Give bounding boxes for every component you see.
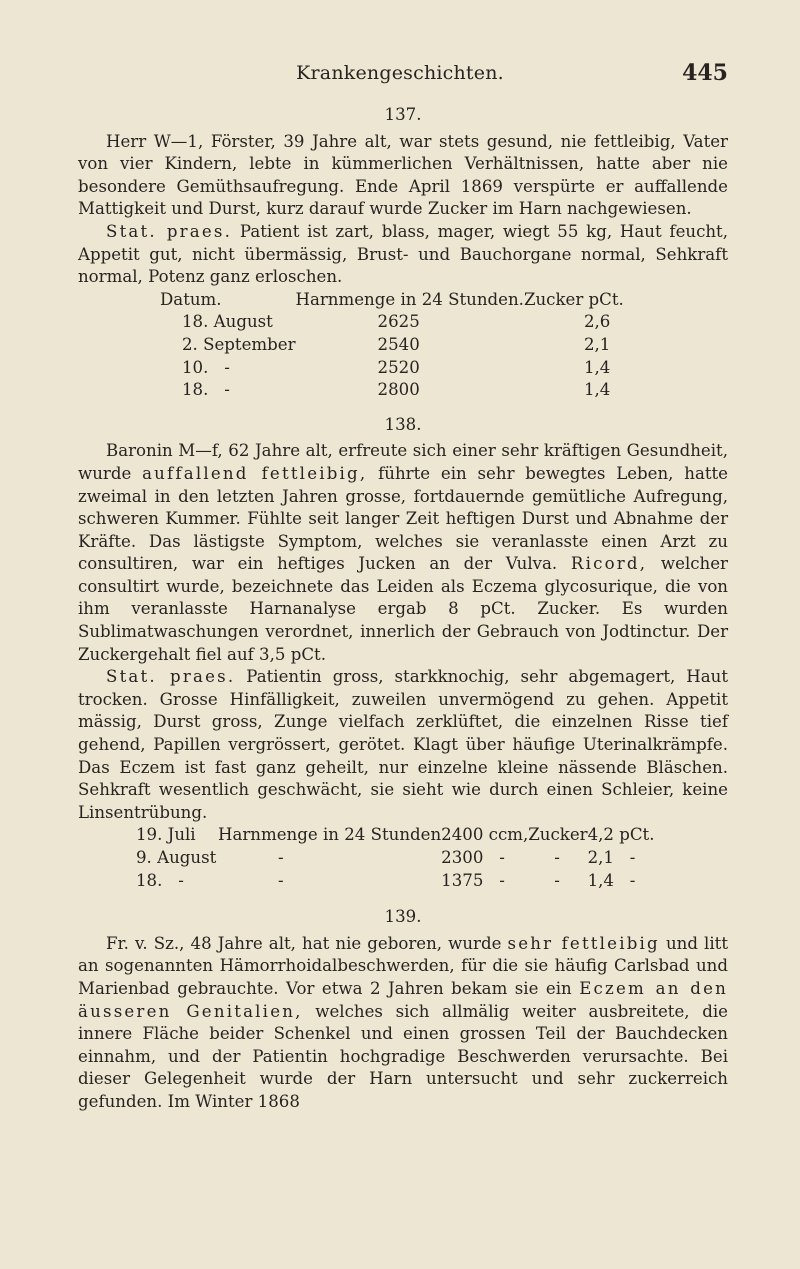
emphasis-run: sehr fettleibig bbox=[507, 933, 660, 953]
col-volume-header: Harnmenge in 24 Stunden. bbox=[295, 289, 524, 309]
text-run: welcher consultirt wurde, bezeichnete das Leiden als Eczema glycosurique, die von ihm veranlasste Harnanalyse ergab 8 pCt. Zucker. Es wurden Sublimatwaschungen verordnet, innerlich der Gebrauch von Jodtinctur. Der Zuckergehalt fiel auf 3,5 pCt. bbox=[78, 554, 728, 664]
row-volume: 2520 bbox=[377, 357, 420, 377]
row-sugar-label: - bbox=[554, 848, 560, 867]
row-volume: 2540 bbox=[377, 334, 420, 354]
row-sugar: 1,4 - bbox=[587, 870, 636, 890]
col-sugar-header: Zucker pCt. bbox=[523, 289, 624, 309]
row-sugar: 2,1 - bbox=[587, 848, 636, 867]
row-sugar: 2,6 bbox=[583, 312, 611, 332]
case-138-history bbox=[78, 440, 728, 666]
text-run: Fr. v. Sz., 48 Jahre alt, hat nie geboren, wurde bbox=[106, 933, 508, 953]
row-label: - bbox=[278, 848, 284, 867]
row-date: 9. August bbox=[136, 848, 217, 867]
row-sugar: 1,4 bbox=[583, 357, 611, 377]
page-content bbox=[78, 104, 728, 1114]
row-volume: 2625 bbox=[377, 312, 420, 332]
case-number-138: 138. bbox=[384, 414, 422, 434]
row-sugar-label: - bbox=[554, 870, 560, 890]
table-row bbox=[160, 311, 624, 334]
row-volume: 2800 bbox=[377, 380, 420, 400]
table-row bbox=[160, 357, 624, 380]
status-label: Stat. praes. bbox=[106, 221, 233, 241]
row-date: 10. - bbox=[182, 357, 230, 377]
row-date: 19. Juli bbox=[136, 825, 196, 845]
case-number-139: 139. bbox=[384, 907, 422, 927]
row-volume: 1375 - bbox=[441, 870, 505, 890]
page-header bbox=[0, 58, 800, 88]
case-137-history: Herr W—1, Förster, 39 Jahre alt, war stets gesund, nie fettleibig, Vater von vier Kindern, lebte in kümmerlichen Verhältnissen, hatte aber nie besondere Gemüthsaufregung. Ende April 1869 verspürte er auffallende Mattigkeit und Durst, kurz darauf wurde Zucker im Harn nachgewiesen. bbox=[78, 131, 728, 219]
running-title: Krankengeschichten. bbox=[296, 62, 504, 84]
status-label: Stat. praes. bbox=[106, 667, 236, 687]
table-header-row bbox=[160, 289, 624, 312]
spacer bbox=[78, 892, 728, 906]
emphasis-run: auffallend fettleibig, bbox=[142, 463, 368, 483]
text-run: welches sich allmälig weiter ausbreitete, die innere Fläche beider Schenkel und einen grossen Teil der Bauchdecken einnahm, und der Patientin hochgradige Beschwerden verursachte. Bei dieser Gelegenheit wurde der Harn untersucht und sehr zuckerreich gefunden. Im Winter 1868 bbox=[78, 1001, 728, 1111]
status-text: Patient ist zart, blass, mager, wiegt 55 kg, Haut feucht, Appetit gut, nicht übermässig, Brust- und Bauchorgane normal, Sehkraft normal, Potenz ganz erloschen. bbox=[78, 221, 728, 287]
status-text: Patientin gross, starkknochig, sehr abgemagert, Haut trocken. Grosse Hinfälligkeit, zuweilen unvermögend zu gehen. Appetit mässig, Durst gross, Zunge vielfach zerklüftet, die einzelnen Risse tief gehend, Papillen vergrössert, gerötet. Klagt über häufige Uterinalkrämpfe. Das Eczem ist fast ganz geheilt, nur einzelne kleine nässende Bläschen. Sehkraft wesentlich geschwächt, sie sieht wie durch einen Schleier, keine Linsentrübung. bbox=[78, 667, 729, 822]
case-138-status bbox=[78, 666, 728, 824]
text-run: und litt an sogenannten Hämorrhoidalbeschwerden, für die sie häufig Carlsbad und Marienbad gebrauchte. Vor etwa 2 Jahren bekam sie ein bbox=[78, 933, 729, 998]
page-number: 445 bbox=[682, 60, 728, 86]
row-date: 18. - bbox=[136, 870, 184, 890]
case-138-table bbox=[136, 824, 655, 892]
text-run: führte ein sehr bewegtes Leben, hatte zweimal in den letzten Jahren grosse, fortdauernde gemütliche Aufregung, schweren Kummer. Fühlte seit langer Zeit heftigen Durst und Abnahme der Kräfte. Das lästigste Symptom, welches sie veranlasste einen Arzt zu consultiren, war ein heftiges Jucken an der Vulva. bbox=[78, 463, 728, 574]
text-run: Baronin M—f, 62 Jahre alt, erfreute sich einer sehr kräftigen Gesundheit, wurde bbox=[78, 441, 728, 483]
case-137-table bbox=[160, 289, 624, 402]
row-volume: 2400 ccm, bbox=[441, 825, 529, 845]
table-row bbox=[160, 379, 624, 402]
row-sugar-label: Zucker bbox=[528, 825, 588, 845]
row-label: Harnmenge in 24 Stunden bbox=[218, 825, 442, 845]
row-date: 18. - bbox=[182, 380, 230, 400]
emphasis-run: Eczem an den äusseren Genitalien, bbox=[78, 978, 728, 1021]
row-label: - bbox=[278, 870, 284, 890]
row-date: 2. September bbox=[182, 334, 296, 354]
row-date: 18. August bbox=[182, 312, 273, 332]
person-name: Ricord, bbox=[570, 554, 648, 574]
table-row bbox=[136, 824, 655, 847]
table-row bbox=[160, 334, 624, 357]
row-sugar: 4,2 pCt. bbox=[587, 825, 655, 845]
row-sugar: 1,4 bbox=[583, 380, 611, 400]
case-139-history bbox=[78, 933, 728, 1114]
col-date-header: Datum. bbox=[160, 289, 222, 309]
row-volume: 2300 - bbox=[441, 848, 505, 867]
row-sugar: 2,1 bbox=[583, 334, 611, 354]
spacer bbox=[78, 402, 728, 414]
case-137-status bbox=[78, 221, 728, 289]
table-row bbox=[136, 870, 655, 893]
case-number-137: 137. bbox=[384, 105, 422, 124]
table-row bbox=[136, 847, 655, 870]
